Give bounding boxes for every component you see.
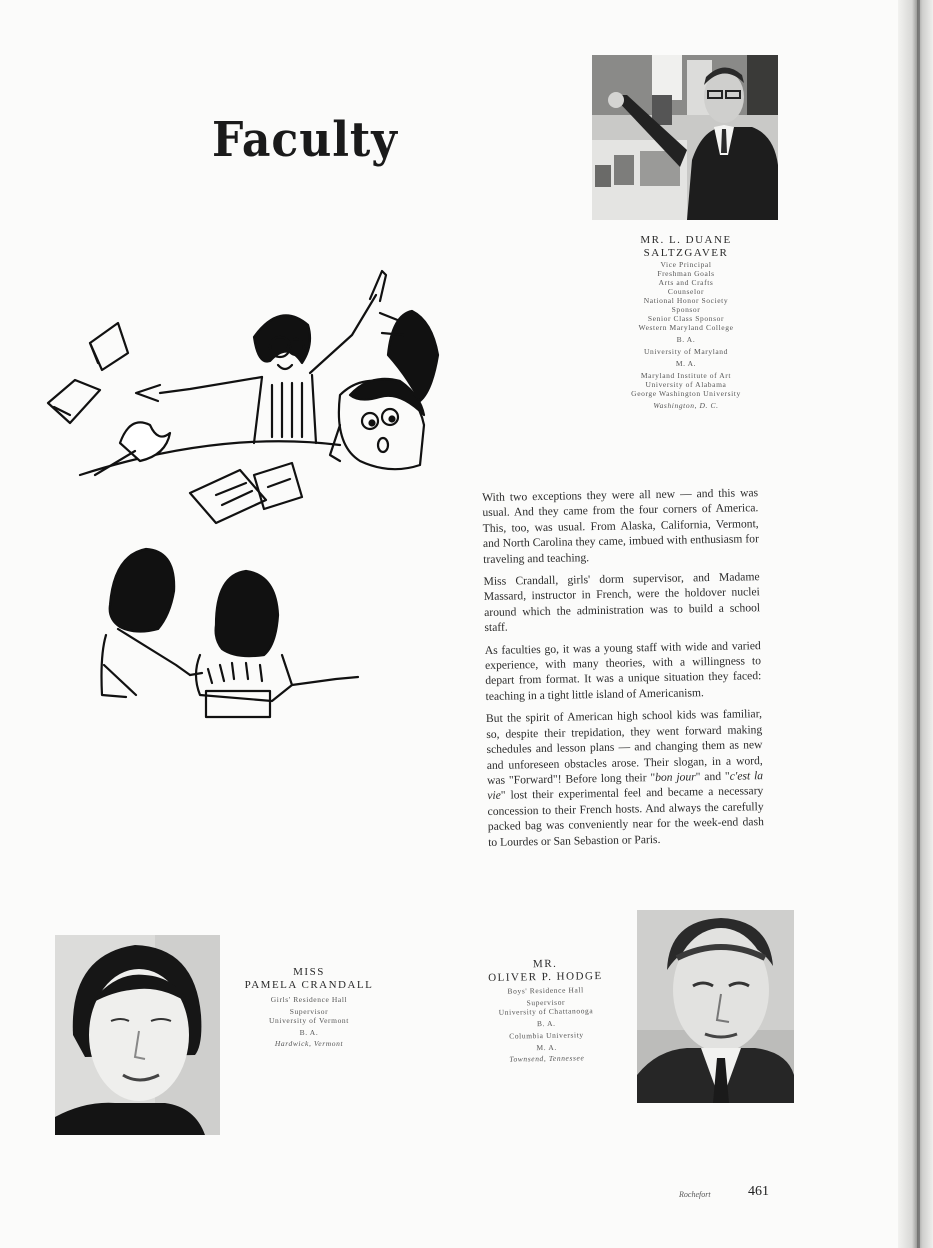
faculty-detail: Supervisor — [526, 998, 566, 1008]
faculty-detail: Freshman Goals — [657, 269, 715, 279]
faculty-name-line: MR. L. DUANE — [640, 234, 732, 246]
faculty-detail: Vice Principal — [660, 260, 712, 270]
article-text: " and " — [695, 769, 730, 784]
faculty-name-line: PAMELA CRANDALL — [244, 979, 374, 992]
faculty-detail: Columbia University — [509, 1030, 584, 1042]
page-title: Faculty — [212, 112, 398, 168]
faculty-hometown: Townsend, Tennessee — [509, 1053, 585, 1065]
photo-saltzgaver — [592, 55, 778, 220]
faculty-detail: University of Maryland — [643, 347, 729, 357]
photo-crandall-image — [55, 935, 220, 1135]
faculty-hometown: Hardwick, Vermont — [274, 1039, 344, 1049]
photo-saltzgaver-image — [592, 55, 778, 220]
caption-saltzgaver — [602, 234, 770, 410]
faculty-detail: Boys' Residence Hall — [507, 985, 584, 997]
faculty-detail: B. A. — [676, 335, 696, 345]
faculty-detail: M. A. — [536, 1043, 557, 1053]
faculty-detail: Girls' Residence Hall — [270, 995, 348, 1005]
article-paragraph-last — [486, 706, 764, 849]
faculty-detail: B. A. — [299, 1028, 319, 1038]
faculty-detail: Senior Class Sponsor — [647, 314, 725, 324]
article-italic-phrase: c'est la vie — [487, 769, 764, 803]
photo-crandall — [55, 935, 220, 1135]
faculty-detail: University of Vermont — [269, 1016, 349, 1026]
faculty-article — [482, 485, 764, 857]
caption-crandall — [244, 966, 374, 1048]
article-paragraph: With two exceptions they were all new — and this was usual. And they came from the four corners of America. This, too, was usual. From Alaska, California, Vermont, and North Carolina they came, imbued with enthusiasm for traveling and teaching. — [482, 486, 760, 566]
photo-hodge — [637, 910, 794, 1103]
faculty-detail: University of Chattanooga — [498, 1006, 594, 1018]
faculty-detail: University of Alabama — [645, 380, 727, 390]
faculty-detail: George Washington University — [631, 389, 741, 399]
article-italic-phrase: bon jour — [655, 770, 696, 784]
faculty-detail: M. A. — [675, 359, 697, 369]
article-text: But the spirit of American high school kids was familiar, so, despite their trepidation, they went forward making schedules and lesson plans — and changing them as new and unforeseen obstacles arose. Their slogan, in a word, was "Forward"! Before long their " — [485, 707, 763, 787]
faculty-detail: Maryland Institute of Art — [640, 371, 732, 381]
binding-shadow — [917, 0, 920, 1248]
page-gutter — [898, 0, 933, 1248]
faculty-hometown: Washington, D. C. — [653, 401, 719, 411]
faculty-name-line: MISS — [293, 966, 325, 978]
photo-hodge-image — [637, 910, 794, 1103]
faculty-detail: National Honor Society — [643, 296, 729, 306]
faculty-name-line: MR. — [532, 957, 558, 971]
article-paragraph: As faculties go, it was a young staff with wide and varied experience, with many theories, with a willingness to depart from format. It was a unique situation they faced: teaching in a tight little island of Americanism. — [484, 638, 762, 703]
faculty-detail: Counselor — [667, 287, 705, 297]
caption-hodge — [475, 957, 617, 1065]
page-number: 461 — [748, 1184, 769, 1199]
faculty-detail: Supervisor — [289, 1007, 329, 1017]
faculty-detail: Arts and Crafts — [658, 278, 714, 288]
students-sketch — [96, 545, 361, 725]
faculty-detail: Sponsor — [671, 305, 701, 315]
article-paragraph: Miss Crandall, girls' dorm supervisor, and Madame Massard, instructor in French, were the holdover nuclei around which the administration was to build a school staff. — [483, 570, 761, 635]
faculty-detail: Western Maryland College — [638, 323, 734, 333]
classroom-sketch — [40, 265, 445, 530]
article-text: " lost their experimental feel and became a necessary concession to their French hosts. And always the carefully packed bag was conveniently near for the week-end dash to Lourdes or San Sebastion or Paris. — [487, 784, 764, 849]
faculty-name-line: OLIVER P. HODGE — [488, 970, 603, 985]
faculty-name-line: SALTZGAVER — [643, 247, 729, 260]
faculty-detail: B. A. — [536, 1019, 556, 1029]
folio-label: Rochefort — [679, 1190, 711, 1199]
